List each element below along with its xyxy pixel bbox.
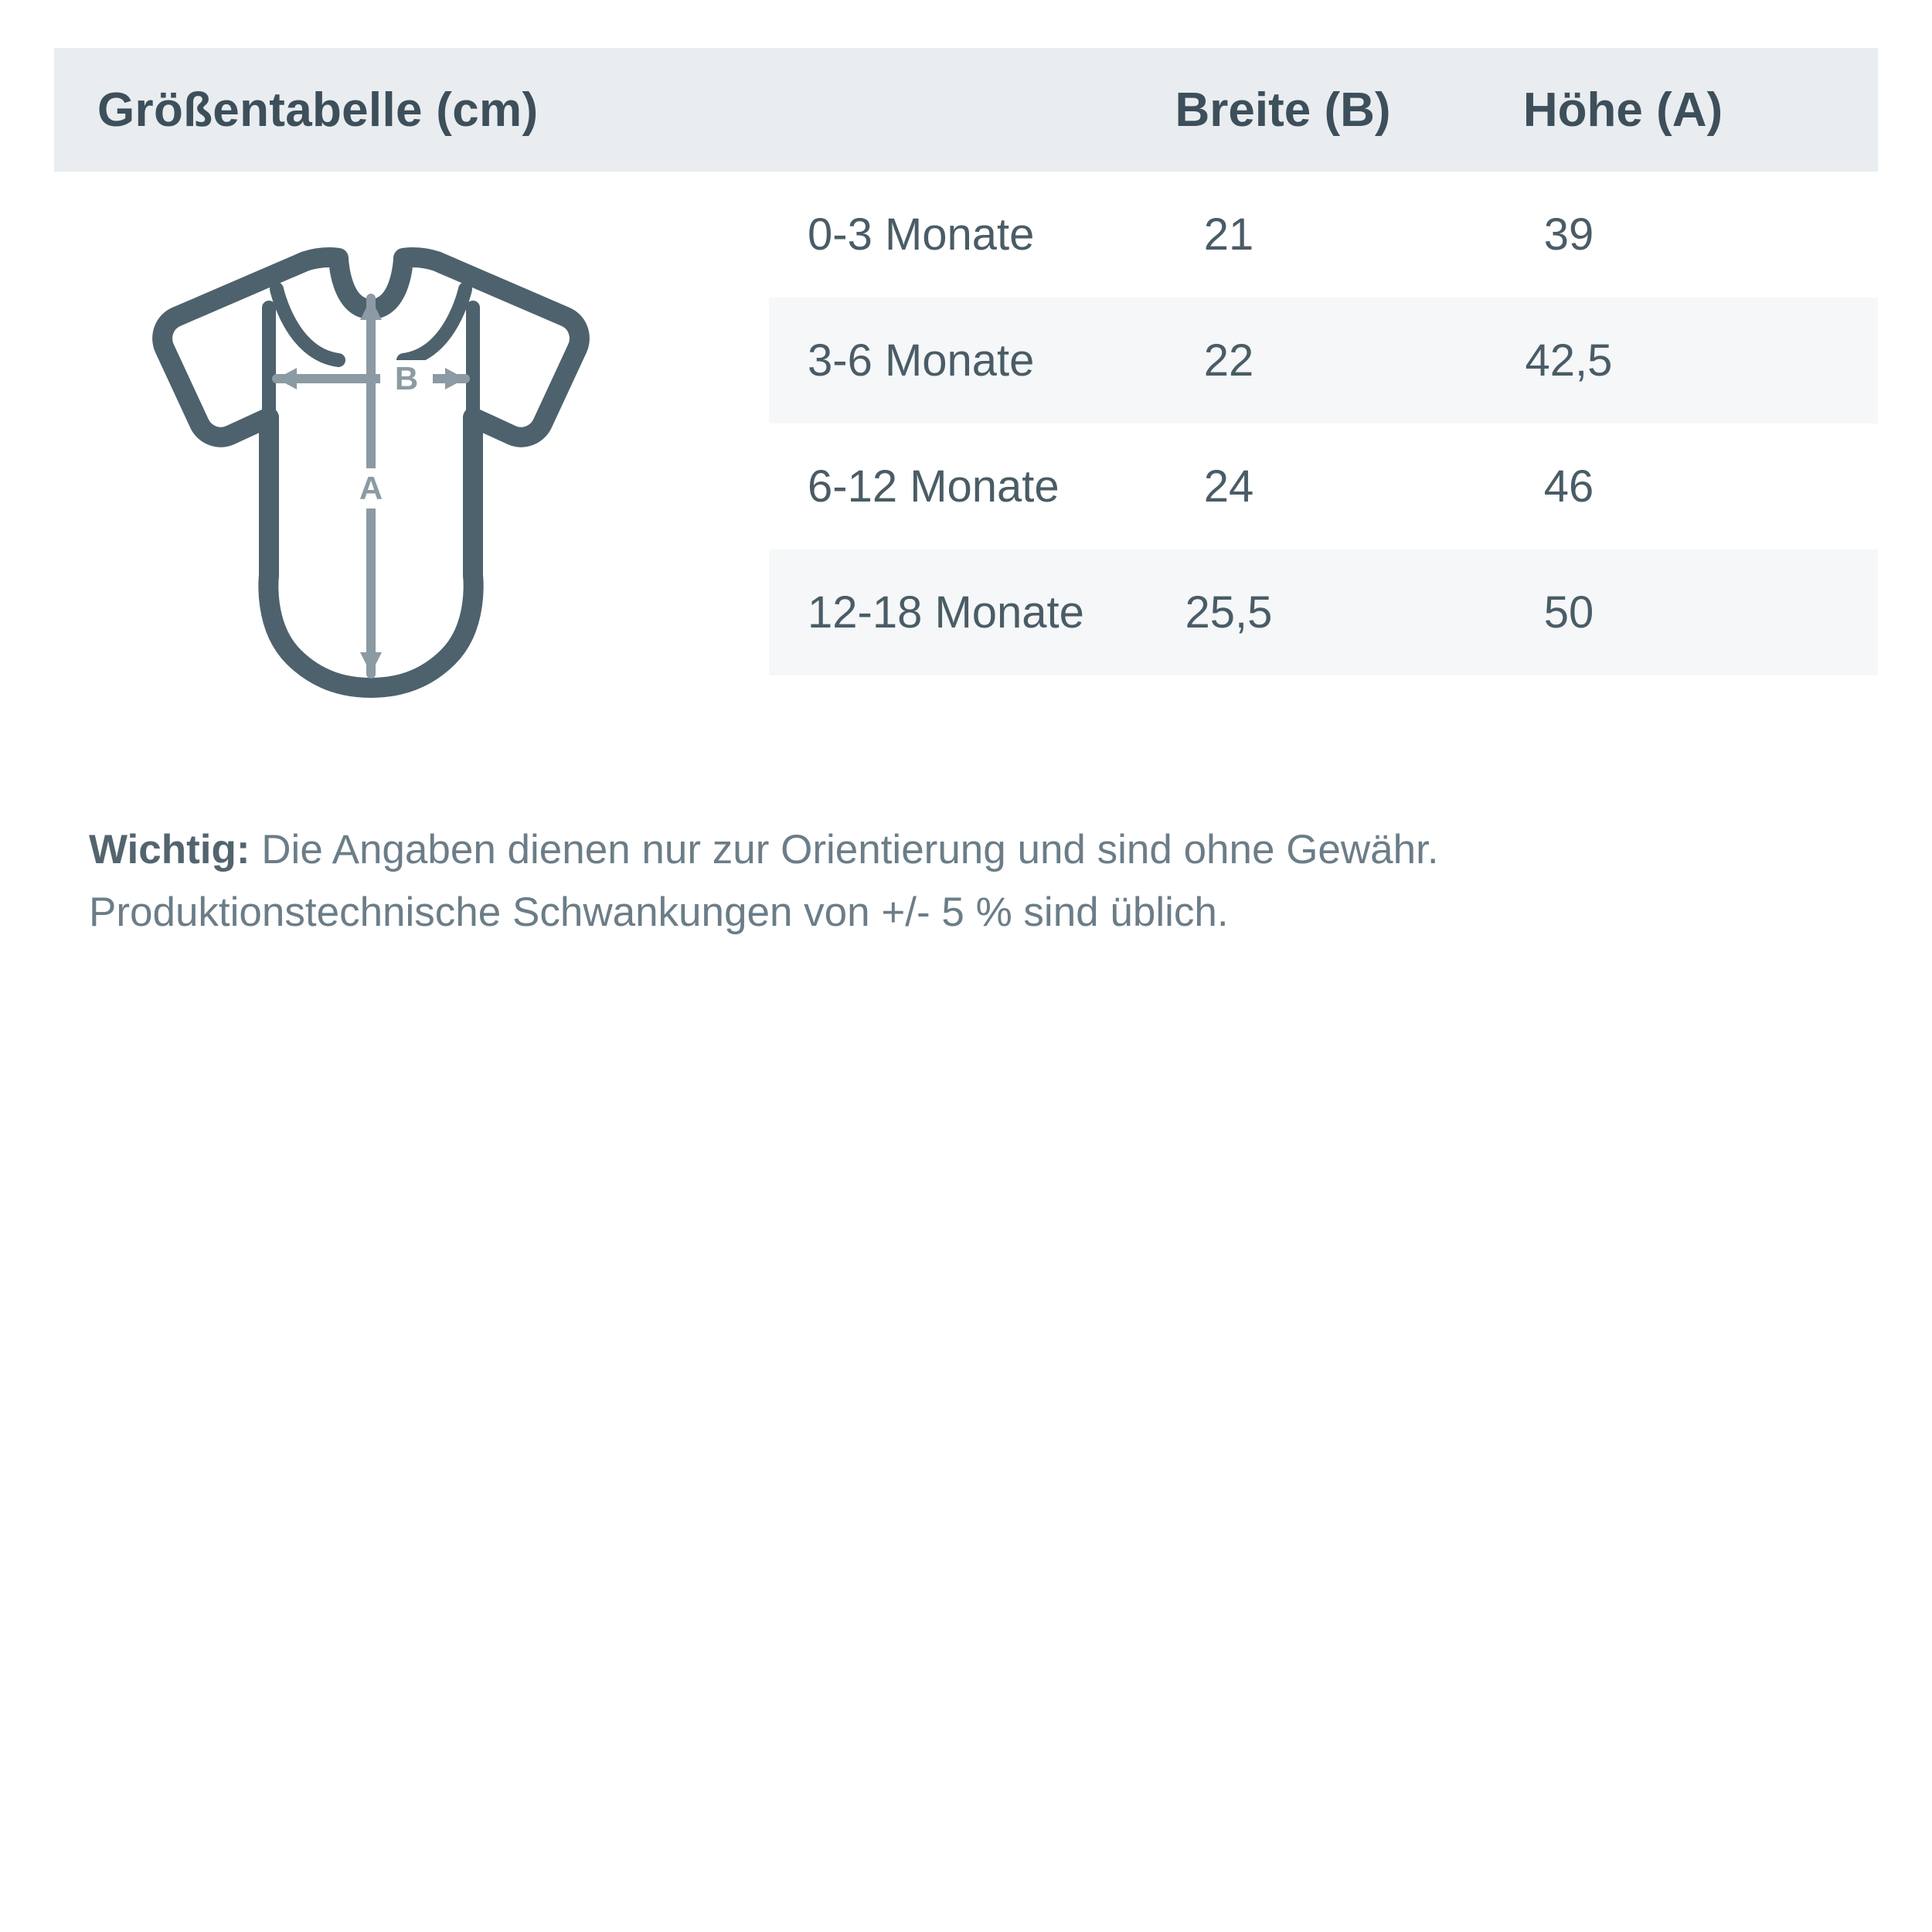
cell-size: 0-3 Monate [808, 209, 1035, 260]
cell-width: 21 [1203, 209, 1254, 260]
table-row [769, 298, 1878, 423]
diagram-label-height: A [359, 470, 383, 506]
table-row [769, 172, 1878, 298]
disclaimer-label: Wichtig: [89, 827, 250, 872]
column-header-height: Höhe (A) [1522, 83, 1723, 137]
table-row [769, 423, 1878, 549]
disclaimer-line1: Die Angaben dienen nur zur Orientierung und sind ohne Gewähr. [250, 827, 1439, 872]
column-header-width: Breite (B) [1175, 83, 1391, 137]
disclaimer-line2: Produktionstechnische Schwankungen von +/- 5 % sind üblich. [89, 889, 1229, 935]
baby-bodysuit-icon [139, 224, 680, 765]
cell-width: 22 [1203, 335, 1254, 386]
table-header [54, 48, 1878, 172]
cell-width: 24 [1203, 461, 1254, 512]
bodysuit-diagram [139, 224, 680, 765]
cell-height: 46 [1543, 461, 1594, 512]
cell-height: 50 [1543, 587, 1594, 638]
cell-size: 6-12 Monate [808, 461, 1060, 512]
cell-height: 42,5 [1525, 335, 1613, 386]
table-row [769, 549, 1878, 675]
diagram-label-width: B [394, 360, 419, 396]
size-table [769, 172, 1878, 675]
page-title: Größentabelle (cm) [97, 83, 539, 137]
cell-size: 12-18 Monate [808, 587, 1084, 638]
cell-height: 39 [1543, 209, 1594, 260]
cell-width: 25,5 [1185, 587, 1273, 638]
cell-size: 3-6 Monate [808, 335, 1035, 386]
disclaimer-note [89, 819, 1866, 944]
